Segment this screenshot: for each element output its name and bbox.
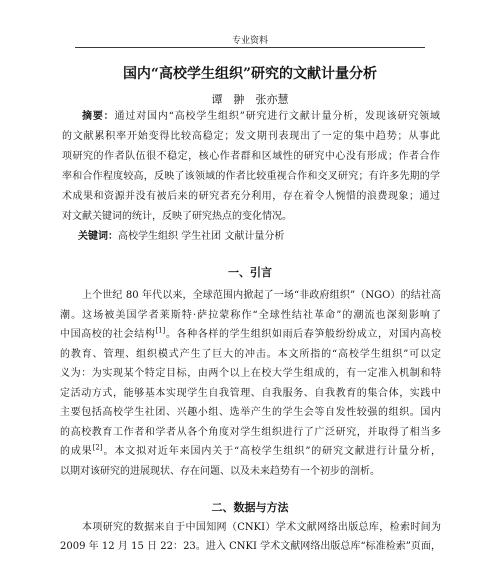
- paper-title: 国内“高校学生组织”研究的文献计量分析: [122, 66, 378, 82]
- paragraph-text: 。各种各样的学生组织如雨后春笋般纷纷成立，对国内高校: [165, 329, 441, 340]
- abstract-text: 通过对国内“高校学生组织”研究进行文献计量分析，发现该研究领域: [114, 111, 440, 122]
- abstract-line: 术成果和资源并没有被后来的研究者充分利用，存在着令人惋惜的浪费现象；通过: [62, 191, 440, 202]
- author-names: 谭 翀 张亦慧: [211, 93, 289, 106]
- paragraph-line: 潮。这场被美国学者莱斯特·萨拉蒙称作“全球性结社革命”的潮流也深刻影响了: [60, 309, 441, 321]
- abstract-block: [62, 107, 440, 247]
- header-rule: [75, 47, 425, 48]
- abstract-line: [62, 107, 440, 127]
- paragraph-text: 。本文拟对近年来国内关于“高校学生组织”的研究文献进行计量分析，: [102, 446, 441, 457]
- section-heading: 二、数据与方法: [211, 501, 289, 514]
- abstract-line: 率和合作程度较高，反映了该领域的作者比较重视合作和交叉研究；有许多先期的学: [62, 171, 440, 182]
- keywords-line: [62, 227, 440, 247]
- paragraph-line: 2009 年 12 月 15 日 22：23。进入 CNKI 学术文献网络出版总库“标准检索”页面，: [60, 541, 441, 552]
- citation-marker: [2]: [92, 443, 103, 452]
- paragraph-text: 的成果: [60, 446, 93, 457]
- paragraph-line: [60, 442, 441, 462]
- paragraph-line: 本项研究的数据来自于中国知网（CNKI）学术文献网络出版总库，检索时间为: [82, 521, 441, 533]
- section-heading: 一、引言: [228, 266, 272, 279]
- abstract-line: 项研究的作者队伍很不稳定，核心作者群和区域性的研究中心没有形成；作者合作: [62, 151, 440, 162]
- abstract-line: 对文献关键词的统计，反映了研究热点的变化情况。: [62, 211, 292, 222]
- keywords-label: 关键词：: [78, 231, 118, 242]
- paragraph-line: 的教育、管理、组织模式产生了巨大的冲击。本文所指的“高校学生组织”可以定: [60, 348, 441, 360]
- paragraph-line: 以期对该研究的进展现状、存在问题、以及未来趋势有一个初步的剖析。: [60, 465, 380, 477]
- paragraph-text: 中国高校的社会结构: [60, 329, 156, 340]
- paragraph-line: [60, 325, 441, 345]
- section-paragraph: [60, 286, 441, 481]
- citation-marker: [1]: [155, 326, 166, 335]
- page-header-label: 专业资料: [231, 36, 268, 46]
- abstract-line: 的文献累积率开始变得比较高稳定；发文期刊表现出了一定的集中趋势；从事此: [62, 131, 440, 142]
- paragraph-line: 上个世纪 80 年代以来，全球范围内掀起了一场“非政府组织”（NGO）的结社高: [82, 290, 441, 301]
- abstract-label: 摘要：: [82, 111, 115, 122]
- paragraph-line: 义为：为实现某个特定目标，由两个以上在校大学生组成的，有一定准入机制和特: [60, 368, 441, 379]
- paragraph-line: 的高校教育工作者和学者从各个角度对学生组织进行了广泛研究，并取得了相当多: [60, 426, 441, 438]
- section-paragraph: [60, 518, 441, 557]
- paragraph-line: 主要包括高校学生社团、兴趣小组、选举产生的学生会等自发性较强的组织。国内: [60, 407, 441, 418]
- keywords-text: 高校学生组织 学生社团 文献计量分析: [118, 231, 285, 242]
- paragraph-line: 定活动方式，能够基本实现学生自我管理、自我服务、自我教育的集合体，实践中: [60, 387, 441, 399]
